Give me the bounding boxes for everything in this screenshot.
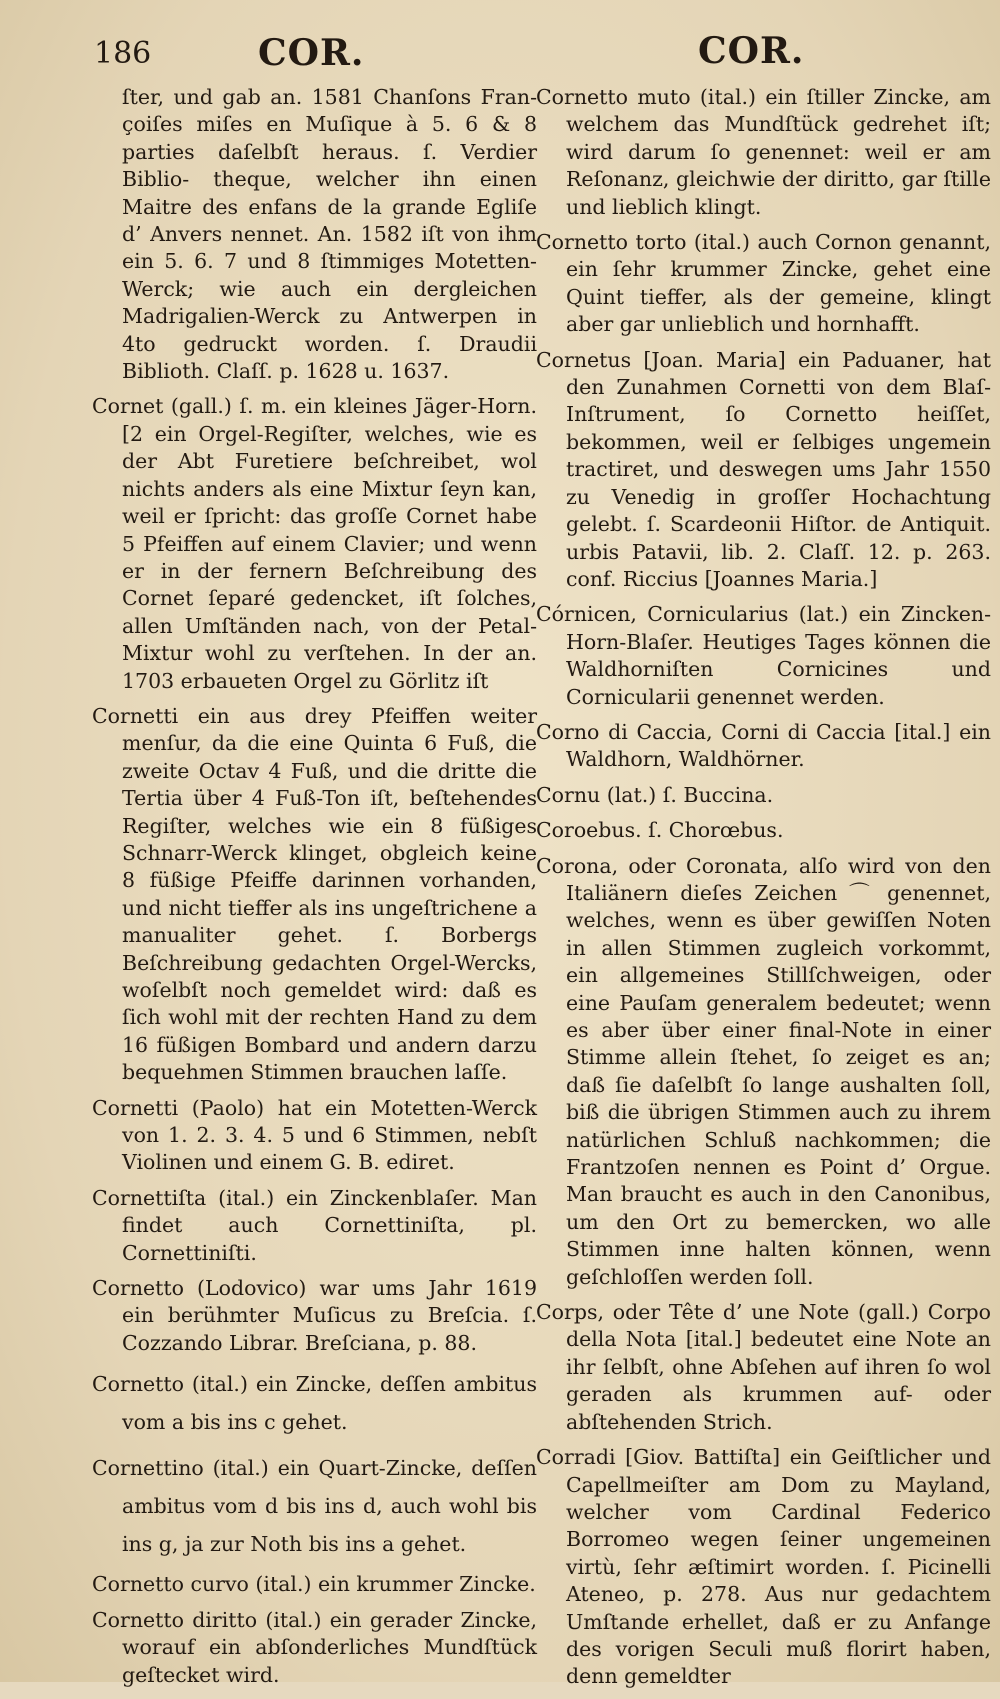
entry-cornicen: Córnicen, Cornicularius (lat.) ein Zincken-Horn-Blaſer. Heutiges Tages können die Waldhorniſten Cornicines und Cornicularii genennet werden.	[536, 602, 991, 709]
entry-cornetto-muto: Cornetto muto (ital.) ein ſtiller Zincke, am welchem das Mundſtück gedrehet iſt; wird darum ſo genennet: weil er am Reſonanz, gleichwie der diritto, gar ſtille und lieblich klingt.	[536, 85, 991, 219]
left-running-head: COR.	[258, 32, 365, 74]
entry-cornetto-curvo: Cornetto curvo (ital.) ein krummer Zincke.	[92, 1572, 536, 1597]
entry-cornetto-diritto: Cornetto diritto (ital.) ein gerader Zincke, worauf ein abſonderliches Mundſtück geſtecket wird.	[92, 1607, 537, 1687]
entry-cornetto-torto: Cornetto torto (ital.) auch Cornon genannt, ein ſehr krummer Zincke, gehet eine Quint tieffer, als der gemeine, klingt aber gar unlieblich und hornhafft.	[536, 230, 991, 337]
entry-cornetti-paolo: Cornetti (Paolo) hat ein Motetten-Werck von 1. 2. 3. 4. 5 und 6 Stimmen, nebſt Violinen und einem G. B. ediret.	[92, 1095, 537, 1175]
entry-continuation: ſter, und gab an. 1581 Chanſons Fran- çoiſes miſes en Muſique à 5. 6 & 8 parties daſelbſt heraus. ſ. Verdier Biblio- theque, welcher ihn einen Maitre des enfans de la grande Egliſe d’ Anvers nennet. An. 1582 iſt von ihm ein 5. 6. 7 und 8 ſtimmiges Motetten-Werck; wie auch ein dergleichen Madrigalien-Werck zu Antwerpen in 4to gedruckt worden. ſ. Draudii Biblioth. Claſſ. p. 1628 u. 1637.	[122, 85, 537, 384]
entry-cornetti: Cornetti ein aus drey Pfeiffen weiter menſur, da die eine Quinta 6 Fuß, die zweite Octav 4 Fuß, und die dritte die Tertia über 4 Fuß-Ton iſt, beſtehendes Regiſter, welches wie ein 8 füßiges Schnarr-Werck klinget, obgleich keine 8 füßige Pfeiffe darinnen vorhanden, und nicht tieffer als ins ungeſtrichene a manualiter gehet. ſ. Borbergs Beſchreibung gedachten Orgel-Wercks, woſelbſt noch gemeldet wird: daß es ſich wohl mit der rechten Hand zu dem 16 füßigen Bombard und andern darzu bequehmen Stimmen brauchen laſſe.	[92, 703, 537, 1085]
entry-cornettista: Cornettiſta (ital.) ein Zinckenblaſer. Man findet auch Cornettiniſta, pl. Cornettiniſti.	[92, 1185, 537, 1265]
right-column	[536, 84, 991, 1699]
entry-corno-di-caccia: Corno di Caccia, Corni di Caccia [ital.] ein Waldhorn, Waldhörner.	[536, 719, 991, 772]
entry-cornu: Cornu (lat.) ſ. Buccina.	[536, 782, 774, 807]
entry-cornetto-lodovico: Cornetto (Lodovico) war ums Jahr 1619 ein berühmter Muſicus zu Breſcia. ſ. Cozzando Librar. Breſciana, p. 88.	[92, 1276, 537, 1355]
left-column	[92, 84, 537, 1697]
entry-cornettino: Cornettino (ital.) ein Quart-Zincke, deſſen ambitus vom d bis ins d, auch wohl bis ins g, ja zur Noth bis ins a gehet.	[92, 1456, 537, 1557]
entry-cornetto: Cornetto (ital.) ein Zincke, deſſen ambitus vom a bis ins c gehet.	[92, 1372, 537, 1435]
entry-corona: Corona, oder Coronata, alſo wird von den Italiänern dieſes Zeichen ⌒ genennet, welches, wenn es über gewiſſen Noten in allen Stimmen zugleich vorkommt, ein allgemeines Stillſchweigen, oder eine Pauſam generalem bedeutet; wenn es aber über einer final-Note in einer Stimme allein ſtehet, ſo zeiget es an; daß ſie daſelbſt ſo lange aushalten ſoll, biß die übrigen Stimmen auch zu ihrem natürlichen Schluß nachkommen; die Frantzoſen nennen es Point d’ Orgue. Man braucht es auch in den Canonibus, um den Ort zu bemercken, wo alle Stimmen inne halten können, wenn geſchloſſen werden ſoll.	[536, 853, 991, 1289]
entry-cornetus: Cornetus [Joan. Maria] ein Paduaner, hat den Zunahmen Cornetti von dem Blaſ-Inſtrument, ſo Cornetto heiſſet, bekommen, weil er ſelbiges ungemein tractiret, und deswegen ums Jahr 1550 zu Venedig in groſſer Hochachtung gelebt. ſ. Scardeonii Hiſtor. de Antiquit. urbis Patavii, lib. 2. Claſſ. 12. p. 263. conf. Riccius [Joannes Maria.]	[536, 347, 991, 591]
entry-corradi: Corradi [Giov. Battiſta] ein Geiſtlicher und Capellmeiſter am Dom zu Mayland, welcher vom Cardinal Federico Borromeo wegen ſeiner ungemeinen virtù, ſehr æſtimirt worden. ſ. Picinelli Ateneo, p. 278. Aus nur gedachtem Umſtande erhellet, daß er zu Anfange des vorigen Seculi muß florirt haben, denn gemeldter	[536, 1445, 991, 1689]
page-number: 186	[94, 36, 152, 71]
entry-cornet: Cornet (gall.) ſ. m. ein kleines Jäger-Horn. [2 ein Orgel-Regiſter, welches, wie es der Abt Furetiere beſchreibet, wol nichts anders als eine Mixtur ſeyn kan, weil er ſpricht: das groſſe Cornet habe 5 Pfeiffen auf einem Clavier; und wenn er in der fernern Beſchreibung des Cornet ſeparé gedencket, iſt ſolches, allen Umſtänden nach, von der Petal-Mixtur wohl zu verſtehen. In der an. 1703 erbaueten Orgel zu Görlitz iſt	[92, 394, 537, 693]
entry-coroebus: Coroebus. ſ. Chorœbus.	[536, 818, 784, 843]
right-running-head: COR.	[698, 30, 805, 72]
page-header	[0, 30, 1000, 80]
entry-corps: Corps, oder Tête d’ une Note (gall.) Corpo della Nota [ital.] bedeutet eine Note an ihr ſelbſt, ohne Abſehen auf ihren ſo wol geraden als krummen auf- oder abſtehenden Strich.	[536, 1300, 991, 1434]
